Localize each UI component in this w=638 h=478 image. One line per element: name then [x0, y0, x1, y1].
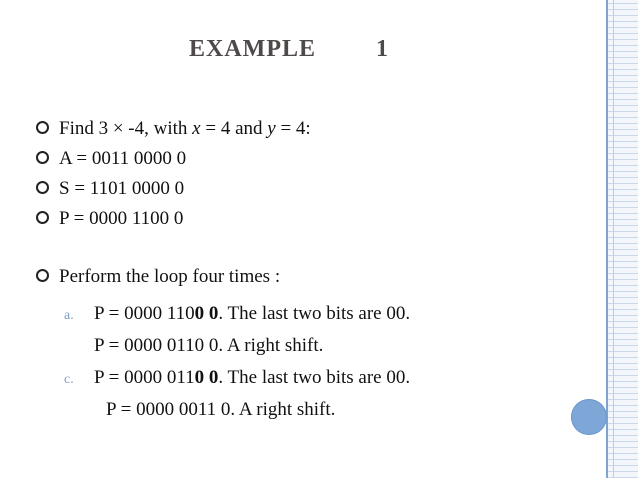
bullet-ring-icon: [36, 269, 49, 282]
step-bold-bit: 0: [208, 303, 219, 324]
step-marker: a.: [64, 308, 74, 323]
step-marker: c.: [64, 372, 74, 387]
step-text: P = 0000 0011 0. A right shift.: [106, 399, 336, 420]
step-a: [64, 303, 410, 325]
bullet-text: = 4 and: [200, 118, 268, 139]
step-d-shift: [106, 399, 335, 421]
var-y: y: [267, 118, 276, 139]
step-text: P = 0000 011: [94, 367, 195, 388]
bullet-ring-icon: [36, 181, 49, 194]
bullet-text: Find 3 × -4, with: [59, 118, 193, 139]
border-line: [606, 0, 608, 478]
title-text: EXAMPLE: [189, 36, 316, 62]
bullet-text: S = 1101 0000 0: [59, 178, 185, 199]
bullet-text: Perform the loop four times :: [59, 266, 281, 287]
step-text: . The last two bits are 00.: [218, 303, 411, 324]
bullet-p: [36, 208, 183, 230]
step-bold-bit: 0: [194, 367, 205, 388]
step-bold-bit: 0: [194, 303, 205, 324]
border-line-inner: [613, 0, 614, 478]
bullet-ring-icon: [36, 121, 49, 134]
step-bold-bit: 0: [208, 367, 219, 388]
bullet-text: A = 0011 0000 0: [59, 148, 187, 169]
step-text: P = 0000 0110 0. A right shift.: [94, 335, 324, 356]
bullet-ring-icon: [36, 151, 49, 164]
bullet-text: P = 0000 1100 0: [59, 208, 184, 229]
step-text: P = 0000 110: [94, 303, 195, 324]
step-b-shift: [94, 335, 323, 357]
title-number: 1: [376, 36, 389, 62]
slide-title: [189, 36, 389, 63]
bullet-text: = 4:: [275, 118, 311, 139]
step-text: . The last two bits are 00.: [218, 367, 411, 388]
bullet-loop: [36, 266, 280, 288]
step-c: [64, 367, 410, 389]
decorative-circle: [571, 399, 607, 435]
bullet-find: [36, 118, 311, 140]
var-x: x: [192, 118, 201, 139]
bullet-a: [36, 148, 186, 170]
bullet-ring-icon: [36, 211, 49, 224]
bullet-s: [36, 178, 184, 200]
